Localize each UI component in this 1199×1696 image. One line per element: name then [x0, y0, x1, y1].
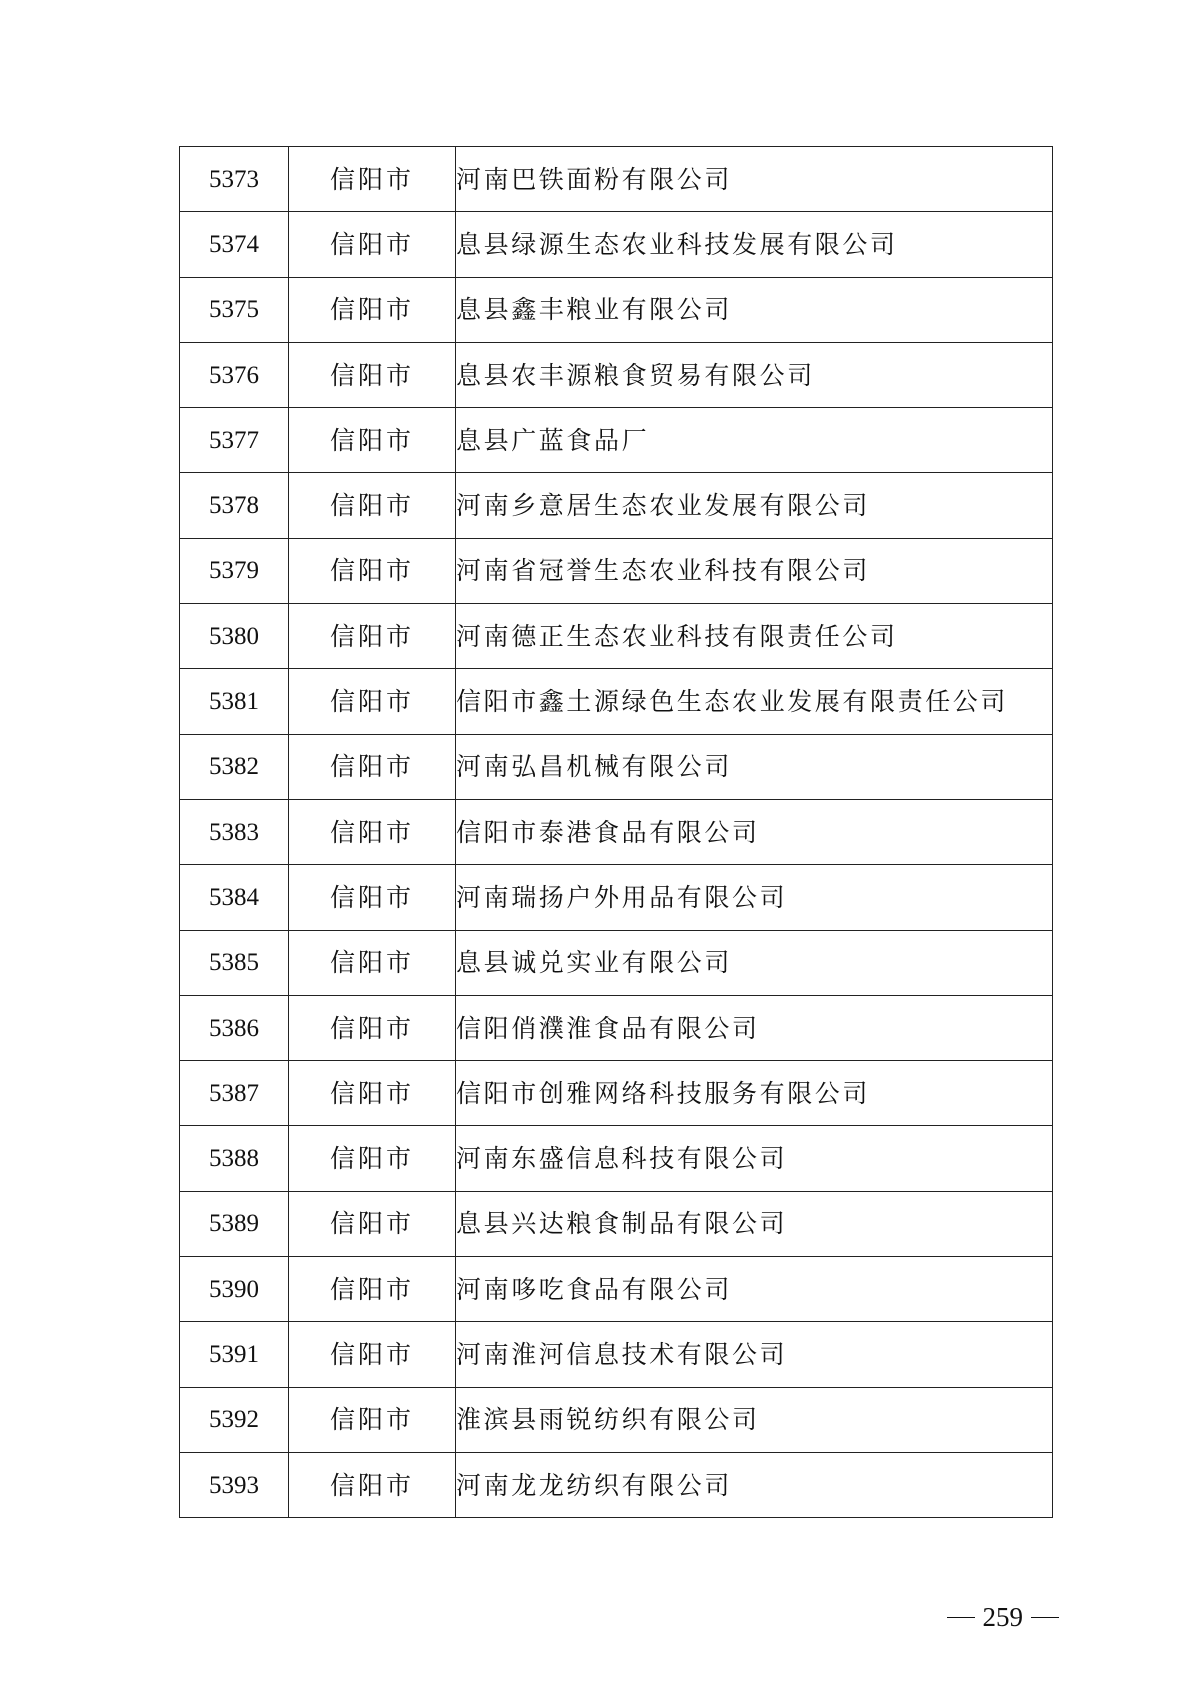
page-number-dash-left	[947, 1617, 975, 1618]
row-company-name: 信阳俏濮淮食品有限公司	[456, 995, 1053, 1060]
row-city: 信阳市	[289, 342, 456, 407]
row-number: 5390	[180, 1257, 289, 1322]
table-row	[180, 277, 1053, 342]
row-city: 信阳市	[289, 1191, 456, 1256]
table-row	[180, 930, 1053, 995]
row-number: 5392	[180, 1387, 289, 1452]
row-company-name: 河南德正生态农业科技有限责任公司	[456, 604, 1053, 669]
row-company-name: 河南龙龙纺织有限公司	[456, 1452, 1053, 1517]
row-city: 信阳市	[289, 604, 456, 669]
row-company-name: 息县兴达粮食制品有限公司	[456, 1191, 1053, 1256]
row-company-name: 淮滨县雨锐纺织有限公司	[456, 1387, 1053, 1452]
table-row	[180, 147, 1053, 212]
table-row	[180, 1322, 1053, 1387]
table-row	[180, 212, 1053, 277]
table-row	[180, 799, 1053, 864]
row-number: 5374	[180, 212, 289, 277]
row-city: 信阳市	[289, 865, 456, 930]
table-row	[180, 1387, 1053, 1452]
table-row	[180, 669, 1053, 734]
table-row	[180, 473, 1053, 538]
table-row	[180, 342, 1053, 407]
row-company-name: 河南淮河信息技术有限公司	[456, 1322, 1053, 1387]
row-city: 信阳市	[289, 1061, 456, 1126]
row-number: 5389	[180, 1191, 289, 1256]
row-number: 5379	[180, 538, 289, 603]
row-company-name: 息县绿源生态农业科技发展有限公司	[456, 212, 1053, 277]
table-row	[180, 1191, 1053, 1256]
row-city: 信阳市	[289, 669, 456, 734]
row-number: 5375	[180, 277, 289, 342]
row-number: 5386	[180, 995, 289, 1060]
table-row	[180, 1126, 1053, 1191]
row-city: 信阳市	[289, 930, 456, 995]
row-city: 信阳市	[289, 734, 456, 799]
row-company-name: 河南省冠誉生态农业科技有限公司	[456, 538, 1053, 603]
company-list-table	[179, 146, 1053, 1518]
row-company-name: 信阳市鑫土源绿色生态农业发展有限责任公司	[456, 669, 1053, 734]
row-city: 信阳市	[289, 1126, 456, 1191]
row-number: 5382	[180, 734, 289, 799]
row-number: 5383	[180, 799, 289, 864]
row-city: 信阳市	[289, 277, 456, 342]
row-city: 信阳市	[289, 1452, 456, 1517]
row-number: 5380	[180, 604, 289, 669]
row-number: 5387	[180, 1061, 289, 1126]
row-city: 信阳市	[289, 1322, 456, 1387]
row-city: 信阳市	[289, 799, 456, 864]
row-number: 5378	[180, 473, 289, 538]
table-row	[180, 734, 1053, 799]
row-city: 信阳市	[289, 473, 456, 538]
row-number: 5385	[180, 930, 289, 995]
row-city: 信阳市	[289, 995, 456, 1060]
row-number: 5377	[180, 408, 289, 473]
row-company-name: 河南瑞扬户外用品有限公司	[456, 865, 1053, 930]
row-city: 信阳市	[289, 538, 456, 603]
page-number-value: 259	[982, 1602, 1023, 1632]
row-company-name: 息县鑫丰粮业有限公司	[456, 277, 1053, 342]
row-city: 信阳市	[289, 1257, 456, 1322]
table-row	[180, 1257, 1053, 1322]
page-number-dash-right	[1031, 1617, 1059, 1618]
page-number	[947, 1602, 1060, 1633]
row-number: 5393	[180, 1452, 289, 1517]
row-company-name: 河南乡意居生态农业发展有限公司	[456, 473, 1053, 538]
row-number: 5391	[180, 1322, 289, 1387]
table-row	[180, 1452, 1053, 1517]
table-row	[180, 995, 1053, 1060]
row-number: 5384	[180, 865, 289, 930]
row-number: 5388	[180, 1126, 289, 1191]
row-number: 5376	[180, 342, 289, 407]
table-row	[180, 1061, 1053, 1126]
row-city: 信阳市	[289, 212, 456, 277]
table-row	[180, 865, 1053, 930]
row-company-name: 河南弘昌机械有限公司	[456, 734, 1053, 799]
row-company-name: 河南哆吃食品有限公司	[456, 1257, 1053, 1322]
row-city: 信阳市	[289, 408, 456, 473]
row-company-name: 息县诚兑实业有限公司	[456, 930, 1053, 995]
row-city: 信阳市	[289, 1387, 456, 1452]
row-company-name: 息县广蓝食品厂	[456, 408, 1053, 473]
row-company-name: 河南巴铁面粉有限公司	[456, 147, 1053, 212]
row-company-name: 息县农丰源粮食贸易有限公司	[456, 342, 1053, 407]
row-number: 5381	[180, 669, 289, 734]
table-row	[180, 538, 1053, 603]
row-city: 信阳市	[289, 147, 456, 212]
row-number: 5373	[180, 147, 289, 212]
row-company-name: 河南东盛信息科技有限公司	[456, 1126, 1053, 1191]
row-company-name: 信阳市泰港食品有限公司	[456, 799, 1053, 864]
table-row	[180, 408, 1053, 473]
company-list-body	[180, 147, 1053, 1518]
row-company-name: 信阳市创雅网络科技服务有限公司	[456, 1061, 1053, 1126]
table-row	[180, 604, 1053, 669]
